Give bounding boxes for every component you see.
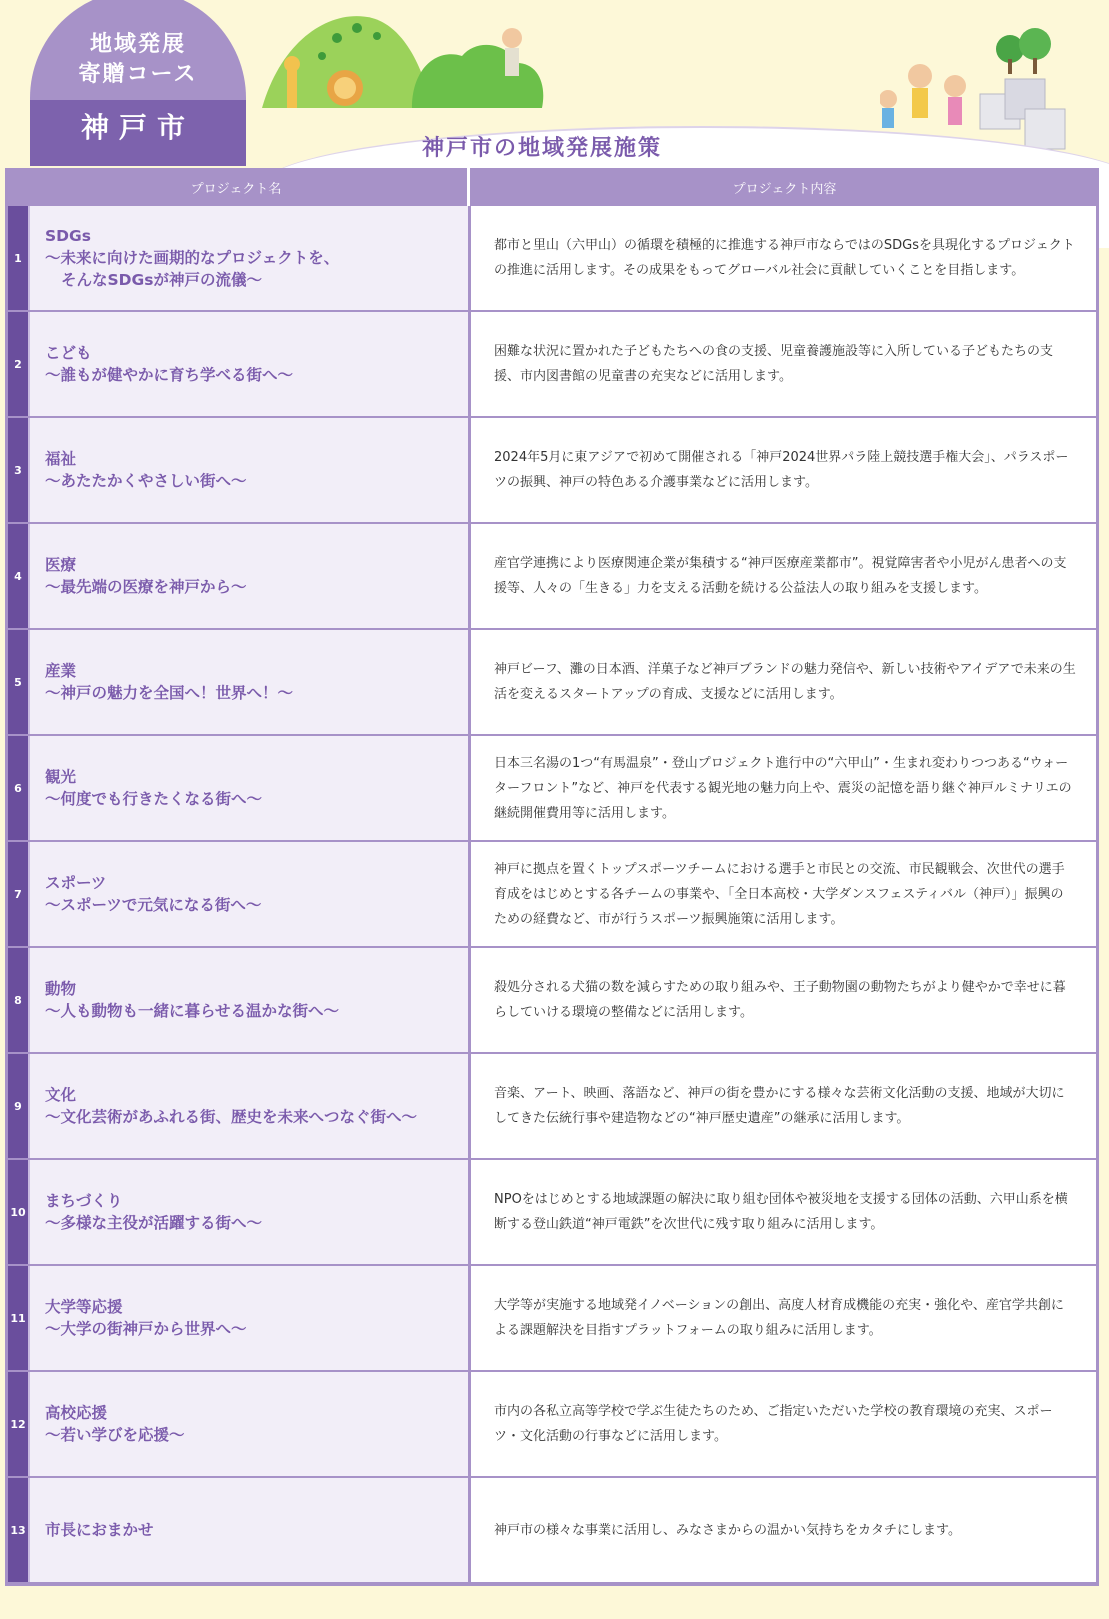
- project-name-cell: [28, 1054, 468, 1158]
- course-badge: [30, 0, 246, 166]
- project-tagline: 〜文化芸術があふれる街、歴史を未来へつなぐ街へ〜: [45, 1108, 418, 1126]
- table-row: [5, 1054, 1099, 1158]
- project-tagline: 〜多様な主役が活躍する街へ〜: [45, 1214, 263, 1232]
- project-description-text: 殺処分される犬猫の数を減らすための取り組みや、王子動物園の動物たちがより健やかで幸せに暮らしていける環境の整備などに活用します。: [494, 980, 1066, 1020]
- project-title: スポーツ: [45, 874, 107, 892]
- project-name-cell: [28, 948, 468, 1052]
- project-name-cell: [28, 1372, 468, 1476]
- project-tagline-cont: そんなSDGsが神戸の流儀〜: [61, 271, 262, 289]
- page-subtitle: 神戸市の地域発展施策: [421, 136, 662, 161]
- course-label: [30, 30, 246, 90]
- project-description-text: 日本三名湯の1つ“有馬温泉”・登山プロジェクト進行中の“六甲山”・生まれ変わりつつある“ウォーターフロント”など、神戸を代表する観光地の魅力向上や、震災の記憶を語り継ぐ神戸ルミナリエの継続開催費用等に活用します。: [494, 755, 1072, 821]
- table-row: [5, 418, 1099, 522]
- project-description: [471, 1160, 1096, 1264]
- row-number: 2: [8, 312, 28, 416]
- project-description: [471, 1372, 1096, 1476]
- row-number: 12: [8, 1372, 28, 1476]
- project-title: SDGs: [45, 227, 91, 245]
- table-row: [5, 1478, 1099, 1582]
- project-title: まちづくり: [45, 1192, 123, 1210]
- project-title: 医療: [45, 556, 77, 574]
- table-row: [5, 312, 1099, 416]
- project-name-cell: [28, 1478, 468, 1582]
- project-name-cell: [28, 206, 468, 310]
- row-number: 11: [8, 1266, 28, 1370]
- project-title: 観光: [45, 768, 77, 786]
- city-name: 神戸市: [30, 100, 246, 166]
- project-name-cell: [28, 1160, 468, 1264]
- project-title: 大学等応援: [45, 1298, 123, 1316]
- project-title: 福祉: [45, 450, 77, 468]
- table-row: [5, 206, 1099, 310]
- project-description: [471, 630, 1096, 734]
- project-description-text: 困難な状況に置かれた子どもたちへの食の支援、児童養護施設等に入所している子どもたちの支援、市内図書館の児童書の充実などに活用します。: [494, 344, 1054, 384]
- project-description-text: 産官学連携により医療関連企業が集積する“神戸医療産業都市”。視覚障害者や小児がん患者への支援等、人々の「生きる」力を支える活動を続ける公益法人の取り組みを支援します。: [494, 556, 1067, 596]
- table-row: [5, 524, 1099, 628]
- project-name-cell: [28, 524, 468, 628]
- project-name-cell: [28, 1266, 468, 1370]
- project-description-text: 神戸に拠点を置くトップスポーツチームにおける選手と市民との交流、市民観戦会、次世代の選手育成をはじめとする各チームの事業や、「全日本高校・大学ダンスフェスティバル（神戸）」振興のための経費など、市が行うスポーツ振興施策に活用します。: [494, 861, 1065, 927]
- row-number: 5: [8, 630, 28, 734]
- project-description-text: 市内の各私立高等学校で学ぶ生徒たちのため、ご指定いただいた学校の教育環境の充実、スポーツ・文化活動の行事などに活用します。: [494, 1404, 1053, 1444]
- project-tagline: 〜若い学びを応援〜: [45, 1426, 185, 1444]
- row-number: 3: [8, 418, 28, 522]
- projects-table: [5, 168, 1099, 1586]
- project-description-text: 都市と里山（六甲山）の循環を積極的に推進する神戸市ならではのSDGsを具現化するプロジェクトの推進に活用します。その成果をもってグローバル社会に貢献していくことを目指します。: [494, 238, 1075, 278]
- project-description-text: 神戸ビーフ、灘の日本酒、洋菓子など神戸ブランドの魅力発信や、新しい技術やアイデアで未来の生活を変えるスタートアップの育成、支援などに活用します。: [494, 662, 1076, 702]
- project-description-text: NPOをはじめとする地域課題の解決に取り組む団体や被災地を支援する団体の活動、六甲山系を横断する登山鉄道“神戸電鉄”を次世代に残す取り組みに活用します。: [494, 1192, 1068, 1232]
- hill-animals-illustration: [262, 8, 552, 118]
- course-label-line1: 地域発展: [89, 32, 186, 57]
- table-row: [5, 948, 1099, 1052]
- project-tagline: 〜最先端の医療を神戸から〜: [45, 578, 247, 596]
- project-tagline: 〜誰もが健やかに育ち学べる街へ〜: [45, 366, 294, 384]
- project-description-text: 大学等が実施する地域発イノベーションの創出、高度人材育成機能の充実・強化や、産官学共創による課題解決を目指すプラットフォームの取り組みに活用します。: [494, 1298, 1064, 1338]
- table-header: [5, 168, 1099, 206]
- project-title: 市長におまかせ: [45, 1521, 154, 1539]
- project-title: こども: [45, 344, 92, 362]
- project-description: [471, 418, 1096, 522]
- project-description: [471, 736, 1096, 840]
- table-row: [5, 842, 1099, 946]
- table-row: [5, 736, 1099, 840]
- header-project-name: プロジェクト名: [5, 168, 470, 206]
- row-number: 6: [8, 736, 28, 840]
- project-title: 文化: [45, 1086, 77, 1104]
- project-description: [471, 206, 1096, 310]
- row-number: 7: [8, 842, 28, 946]
- row-number: 10: [8, 1160, 28, 1264]
- project-description: [471, 842, 1096, 946]
- project-description-text: 2024年5月に東アジアで初めて開催される「神戸2024世界パラ陸上競技選手権大会」、パラスポーツの振興、神戸の特色ある介護事業などに活用します。: [494, 450, 1069, 490]
- project-name-cell: [28, 842, 468, 946]
- project-tagline: 〜神戸の魅力を全国へ！世界へ！〜: [45, 684, 294, 702]
- project-tagline: 〜何度でも行きたくなる街へ〜: [45, 790, 263, 808]
- project-description: [471, 312, 1096, 416]
- project-title: 動物: [45, 980, 77, 998]
- row-number: 13: [8, 1478, 28, 1582]
- row-number: 4: [8, 524, 28, 628]
- project-tagline: 〜あたたかくやさしい街へ〜: [45, 472, 247, 490]
- project-tagline: 〜スポーツで元気になる街へ〜: [45, 896, 262, 914]
- project-description: [471, 1054, 1096, 1158]
- project-name-cell: [28, 630, 468, 734]
- project-tagline: 〜大学の街神戸から世界へ〜: [45, 1320, 247, 1338]
- row-number: 1: [8, 206, 28, 310]
- project-title: 高校応援: [45, 1404, 108, 1422]
- project-tagline: 〜未来に向けた画期的なプロジェクトを、: [45, 249, 340, 267]
- project-name-cell: [28, 312, 468, 416]
- project-description: [471, 1478, 1096, 1582]
- table-row: [5, 1266, 1099, 1370]
- project-name-cell: [28, 418, 468, 522]
- row-number: 9: [8, 1054, 28, 1158]
- project-title: 産業: [45, 662, 77, 680]
- table-body: [5, 206, 1099, 1582]
- row-number: 8: [8, 948, 28, 1052]
- table-row: [5, 1160, 1099, 1264]
- project-description-text: 神戸市の様々な事業に活用し、みなさまからの温かい気持ちをカタチにします。: [494, 1522, 961, 1538]
- project-description-text: 音楽、アート、映画、落語など、神戸の街を豊かにする様々な芸術文化活動の支援、地域が大切にしてきた伝統行事や建造物などの“神戸歴史遺産”の継承に活用します。: [494, 1086, 1065, 1126]
- project-description: [471, 524, 1096, 628]
- table-row: [5, 630, 1099, 734]
- table-row: [5, 1372, 1099, 1476]
- project-name-cell: [28, 736, 468, 840]
- header-project-content: プロジェクト内容: [732, 181, 837, 197]
- project-tagline: 〜人も動物も一緒に暮らせる温かな街へ〜: [45, 1002, 340, 1020]
- course-label-line2: 寄贈コース: [78, 62, 198, 87]
- project-description: [471, 948, 1096, 1052]
- project-description: [471, 1266, 1096, 1370]
